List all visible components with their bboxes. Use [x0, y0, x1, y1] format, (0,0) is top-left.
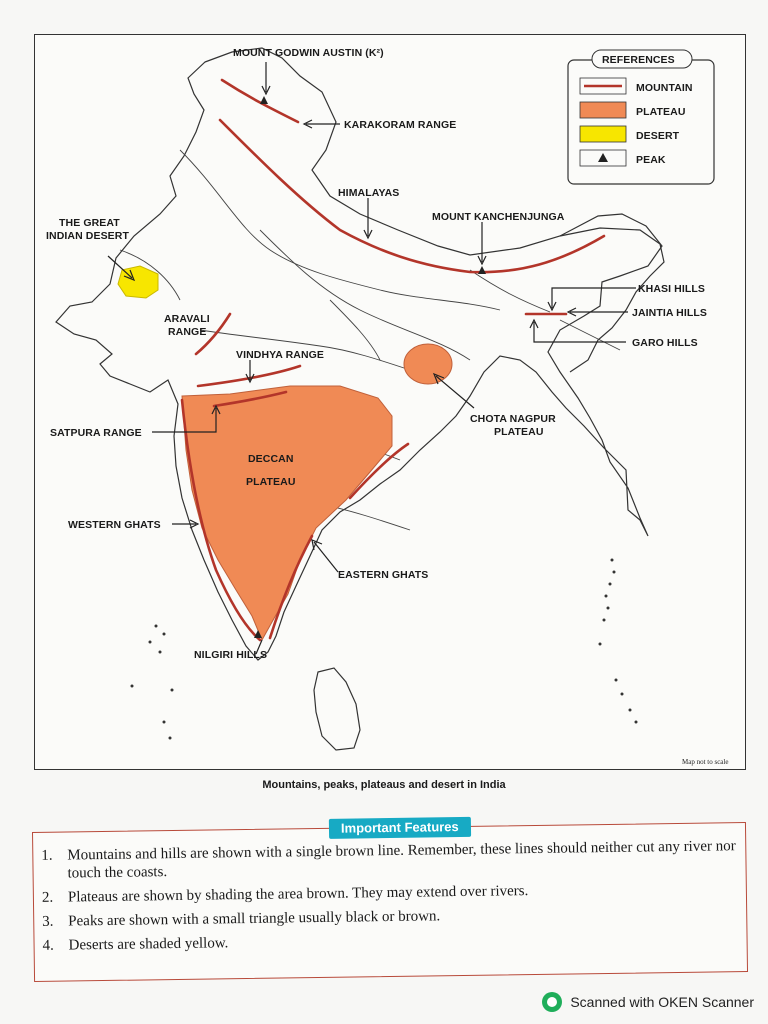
feature-number: 1.	[41, 847, 53, 864]
label-western-ghats: WESTERN GHATS	[68, 519, 161, 531]
label-eastern-ghats: EASTERN GHATS	[338, 569, 429, 581]
label-deccan-line1: DECCAN	[248, 453, 294, 465]
feature-text: Plateaus are shown by shading the area brown. They may extend over rivers.	[67, 883, 529, 906]
karakoram-line	[222, 80, 298, 122]
feature-text: Mountains and hills are shown with a single brown line. Remember, these lines should neither cut any river nor touch the coasts.	[67, 838, 736, 882]
chota-nagpur-plateau	[404, 344, 452, 384]
kanchenjunga-peak-icon	[478, 266, 486, 274]
scale-note: Map not to scale	[682, 758, 729, 766]
label-chota-nagpur-line1: CHOTA NAGPUR	[470, 413, 556, 425]
sri-lanka-outline	[314, 668, 360, 750]
legend-label-peak: PEAK	[636, 154, 666, 166]
label-godwin-austin: MOUNT GODWIN AUSTIN (K²)	[233, 47, 384, 59]
label-vindhya: VINDHYA RANGE	[236, 349, 325, 361]
label-garo: GARO HILLS	[632, 337, 698, 349]
label-satpura: SATPURA RANGE	[50, 427, 142, 439]
legend-label-desert: DESERT	[636, 130, 680, 142]
scanner-watermark	[542, 992, 754, 1012]
feature-number: 3.	[42, 913, 54, 930]
label-nilgiri: NILGIRI HILLS	[194, 649, 268, 661]
label-kanchenjunga: MOUNT KANCHENJUNGA	[432, 211, 565, 223]
feature-item	[42, 879, 740, 907]
lakshadweep-islands	[131, 625, 174, 740]
legend-title: REFERENCES	[602, 54, 675, 66]
feature-item	[42, 927, 740, 955]
feature-item	[41, 837, 739, 883]
vindhya-line	[198, 366, 300, 386]
label-himalayas: HIMALAYAS	[338, 187, 400, 199]
feature-item	[42, 903, 740, 931]
label-deccan-line2: PLATEAU	[246, 476, 296, 488]
feature-text: Deserts are shaded yellow.	[68, 935, 229, 954]
himalaya-line	[220, 120, 604, 272]
map-caption: Mountains, peaks, plateaus and desert in India	[262, 779, 506, 791]
legend	[568, 50, 714, 184]
legend-swatch-plateau	[580, 102, 626, 118]
feature-number: 2.	[41, 889, 54, 906]
label-desert-line2: INDIAN DESERT	[46, 230, 129, 242]
label-khasi: KHASI HILLS	[638, 283, 706, 295]
label-jaintia: JAINTIA HILLS	[632, 307, 707, 319]
godwin-austin-peak-icon	[260, 96, 268, 104]
label-chota-nagpur-line2: PLATEAU	[494, 426, 544, 438]
legend-swatch-desert	[580, 126, 626, 142]
features-list	[41, 837, 741, 961]
label-karakoram: KARAKORAM RANGE	[344, 119, 457, 131]
label-aravali-line2: RANGE	[168, 326, 207, 338]
feature-text: Peaks are shown with a small triangle usually black or brown.	[68, 908, 441, 930]
andaman-islands	[599, 559, 638, 724]
legend-label-mountain: MOUNTAIN	[636, 82, 693, 94]
features-title: Important Features	[329, 817, 471, 839]
feature-number: 4.	[42, 937, 54, 954]
important-features-box	[32, 819, 748, 982]
scanner-text: Scanned with OKEN Scanner	[570, 994, 754, 1010]
legend-label-plateau: PLATEAU	[636, 106, 686, 118]
oken-logo-icon	[542, 992, 562, 1012]
label-desert-line1: THE GREAT	[59, 217, 120, 229]
label-aravali-line1: ARAVALI	[164, 313, 210, 325]
deccan-plateau	[182, 386, 392, 640]
